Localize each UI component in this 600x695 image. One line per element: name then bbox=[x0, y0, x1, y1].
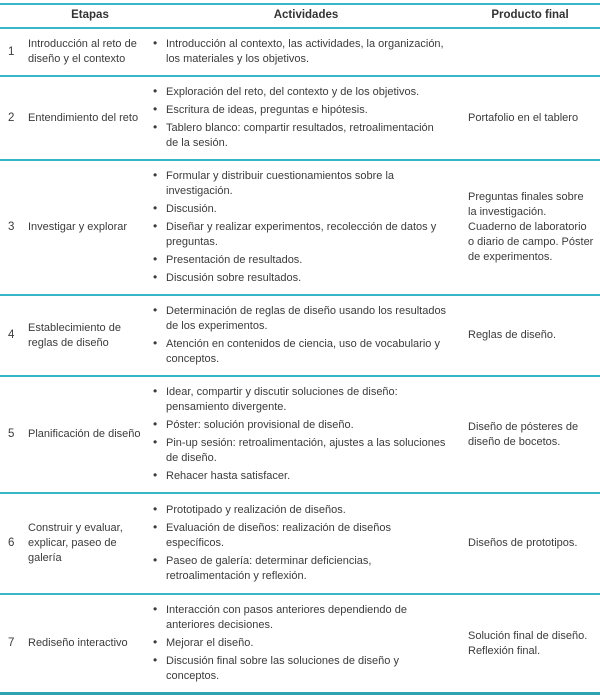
table-row bbox=[0, 160, 600, 295]
activity-item: • Rehacer hasta satisfacer. bbox=[152, 469, 448, 484]
stage-name: Planificación de diseño bbox=[28, 428, 141, 440]
activities-list bbox=[152, 304, 448, 367]
header-producto-final: Producto final bbox=[460, 4, 600, 28]
activity-item: • Evaluación de diseños: realización de diseños específicos. bbox=[152, 521, 448, 551]
stage-name: Investigar y explorar bbox=[28, 221, 128, 233]
product-cell bbox=[460, 28, 600, 76]
activity-item: • Paseo de galería: determinar deficiencias, retroalimentación y reflexión. bbox=[152, 554, 448, 584]
activities-cell bbox=[152, 493, 460, 594]
activities-cell bbox=[152, 594, 460, 694]
activities-cell bbox=[152, 376, 460, 493]
product-line: Portafolio en el tablero bbox=[468, 111, 579, 124]
activity-item: • Escritura de ideas, preguntas e hipótesis. bbox=[152, 103, 448, 118]
activity-item: • Tablero blanco: compartir resultados, retroalimentación de la sesión. bbox=[152, 121, 448, 151]
stage-number: 5 bbox=[8, 428, 15, 440]
product-line: Diseño de pósteres de diseño de bocetos. bbox=[468, 420, 579, 448]
activity-item: • Interacción con pasos anteriores dependiendo de anteriores decisiones. bbox=[152, 603, 448, 633]
header-row bbox=[0, 4, 600, 28]
product-cell bbox=[460, 594, 600, 694]
stage-name: Entendimiento del reto bbox=[28, 111, 139, 124]
product-line: Preguntas finales sobre la investigación. Cuaderno de laboratorio o diario de campo. Póster de experimentos. bbox=[468, 191, 594, 263]
activities-list bbox=[152, 37, 448, 67]
activity-item: • Prototipado y realización de diseños. bbox=[152, 503, 448, 518]
activities-cell bbox=[152, 28, 460, 76]
stage-number: 4 bbox=[8, 329, 15, 341]
table-row bbox=[0, 76, 600, 160]
product-line: Diseños de prototipos. bbox=[468, 537, 578, 549]
product-line: Reglas de diseño. bbox=[468, 329, 557, 341]
activities-cell bbox=[152, 160, 460, 295]
activities-cell bbox=[152, 76, 460, 160]
stage-name: Establecimiento de reglas de diseño bbox=[28, 321, 121, 349]
table-row bbox=[0, 493, 600, 594]
activity-item: • Atención en contenidos de ciencia, uso de vocabulario y conceptos. bbox=[152, 337, 448, 367]
activity-item: • Discusión sobre resultados. bbox=[152, 271, 448, 286]
activity-item: • Discusión final sobre las soluciones de diseño y conceptos. bbox=[152, 654, 448, 684]
product-cell bbox=[460, 376, 600, 493]
stage-name: Introducción al reto de diseño y el contexto bbox=[28, 38, 137, 65]
stage-name: Rediseño interactivo bbox=[28, 637, 128, 649]
activities-list bbox=[152, 385, 448, 484]
activity-item: • Introducción al contexto, las actividades, la organización, los materiales y los objetivos. bbox=[152, 37, 448, 67]
product-cell bbox=[460, 160, 600, 295]
activity-item: • Formular y distribuir cuestionamientos sobre la investigación. bbox=[152, 169, 448, 199]
activity-item: • Determinación de reglas de diseño usando los resultados de los experimentos. bbox=[152, 304, 448, 334]
stage-number: 6 bbox=[8, 537, 15, 549]
activities-list bbox=[152, 169, 448, 286]
activity-item: • Discusión. bbox=[152, 202, 448, 217]
activity-item: • Exploración del reto, del contexto y de los objetivos. bbox=[152, 85, 448, 100]
stage-number: 3 bbox=[8, 221, 15, 233]
product-cell bbox=[460, 295, 600, 376]
table-header bbox=[0, 4, 600, 28]
stage-name: Construir y evaluar, explicar, paseo de galería bbox=[28, 522, 123, 564]
stage-number: 2 bbox=[8, 111, 15, 124]
activity-item: • Póster: solución provisional de diseño. bbox=[152, 418, 448, 433]
activity-item: • Presentación de resultados. bbox=[152, 253, 448, 268]
activities-cell bbox=[152, 295, 460, 376]
activities-list bbox=[152, 85, 448, 151]
product-line: Reflexión final. bbox=[468, 644, 541, 657]
product-cell bbox=[460, 76, 600, 160]
activity-item: • Mejorar el diseño. bbox=[152, 636, 448, 651]
activity-item: • Pin-up sesión: retroalimentación, ajustes a las soluciones de diseño. bbox=[152, 436, 448, 466]
table-row bbox=[0, 28, 600, 76]
activity-item: • Diseñar y realizar experimentos, recolección de datos y preguntas. bbox=[152, 220, 448, 250]
stage-number: 1 bbox=[8, 45, 15, 58]
header-actividades: Actividades bbox=[152, 4, 460, 28]
table-row bbox=[0, 594, 600, 694]
header-spacer bbox=[0, 4, 28, 28]
activities-list bbox=[152, 503, 448, 584]
activity-item: • Idear, compartir y discutir soluciones de diseño: pensamiento divergente. bbox=[152, 385, 448, 415]
table-row bbox=[0, 376, 600, 493]
header-etapas: Etapas bbox=[28, 4, 152, 28]
stage-number: 7 bbox=[8, 637, 15, 649]
stages-table bbox=[0, 3, 600, 695]
product-cell bbox=[460, 493, 600, 594]
table-body bbox=[0, 28, 600, 694]
activities-list bbox=[152, 603, 448, 684]
product-line: Solución final de diseño. bbox=[468, 629, 588, 642]
table-row bbox=[0, 295, 600, 376]
